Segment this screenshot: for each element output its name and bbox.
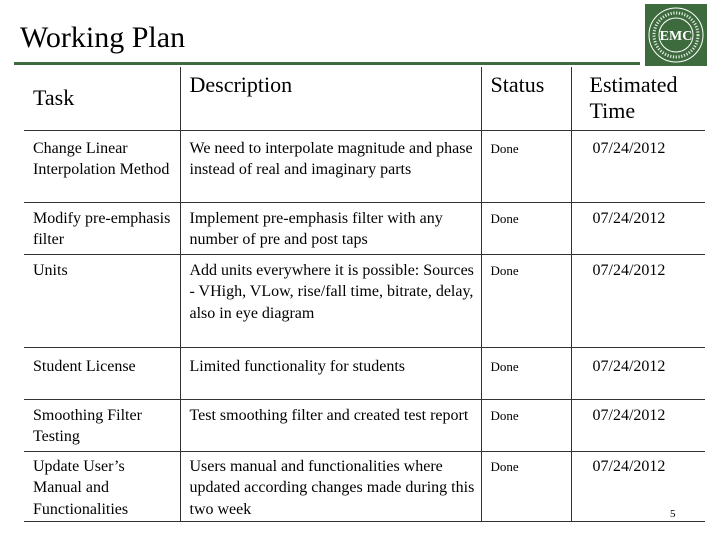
task-cell: Change Linear Interpolation Method [24,130,180,202]
table-header-row [24,67,705,130]
header-status: Status [481,67,571,130]
description-cell: We need to interpolate magnitude and phase instead of real and imaginary parts [180,130,481,202]
estimated-time-cell: 07/24/2012 [571,399,705,451]
status-cell: Done [481,254,571,347]
task-cell: Units [24,254,180,347]
status-cell: Done [481,202,571,254]
slide-title: Working Plan [20,21,186,54]
page-number: 5 [670,508,676,520]
description-cell: Test smoothing filter and created test report [180,399,481,451]
description-cell: Implement pre-emphasis filter with any number of pre and post taps [180,202,481,254]
status-cell: Done [481,399,571,451]
task-cell: Modify pre-emphasis filter [24,202,180,254]
description-cell: Users manual and functionalities where updated according changes made during this two week [180,451,481,521]
table-row [24,254,705,347]
table-row [24,130,705,202]
status-cell: Done [481,130,571,202]
logo-text: EMC [659,29,693,44]
description-cell: Limited functionality for students [180,347,481,399]
working-plan-table [24,67,705,522]
status-cell: Done [481,347,571,399]
estimated-time-cell: 07/24/2012 [571,202,705,254]
estimated-time-cell: 07/24/2012 [571,451,705,521]
estimated-time-cell: 07/24/2012 [571,347,705,399]
table-row [24,347,705,399]
table-row [24,399,705,451]
task-cell: Update User’s Manual and Functionalities [24,451,180,521]
table-row [24,202,705,254]
header-estimated-time: Estimated Time [571,67,705,130]
task-cell: Student License [24,347,180,399]
estimated-time-cell: 07/24/2012 [571,254,705,347]
description-cell: Add units everywhere it is possible: Sources - VHigh, VLow, rise/fall time, bitrate, delay, also in eye diagram [180,254,481,347]
title-underline [14,62,640,65]
task-cell: Smoothing Filter Testing [24,399,180,451]
status-cell: Done [481,451,571,521]
header-task: Task [24,67,180,130]
estimated-time-cell: 07/24/2012 [571,130,705,202]
table-row [24,451,705,521]
emc-logo [645,4,707,66]
header-description: Description [180,67,481,130]
